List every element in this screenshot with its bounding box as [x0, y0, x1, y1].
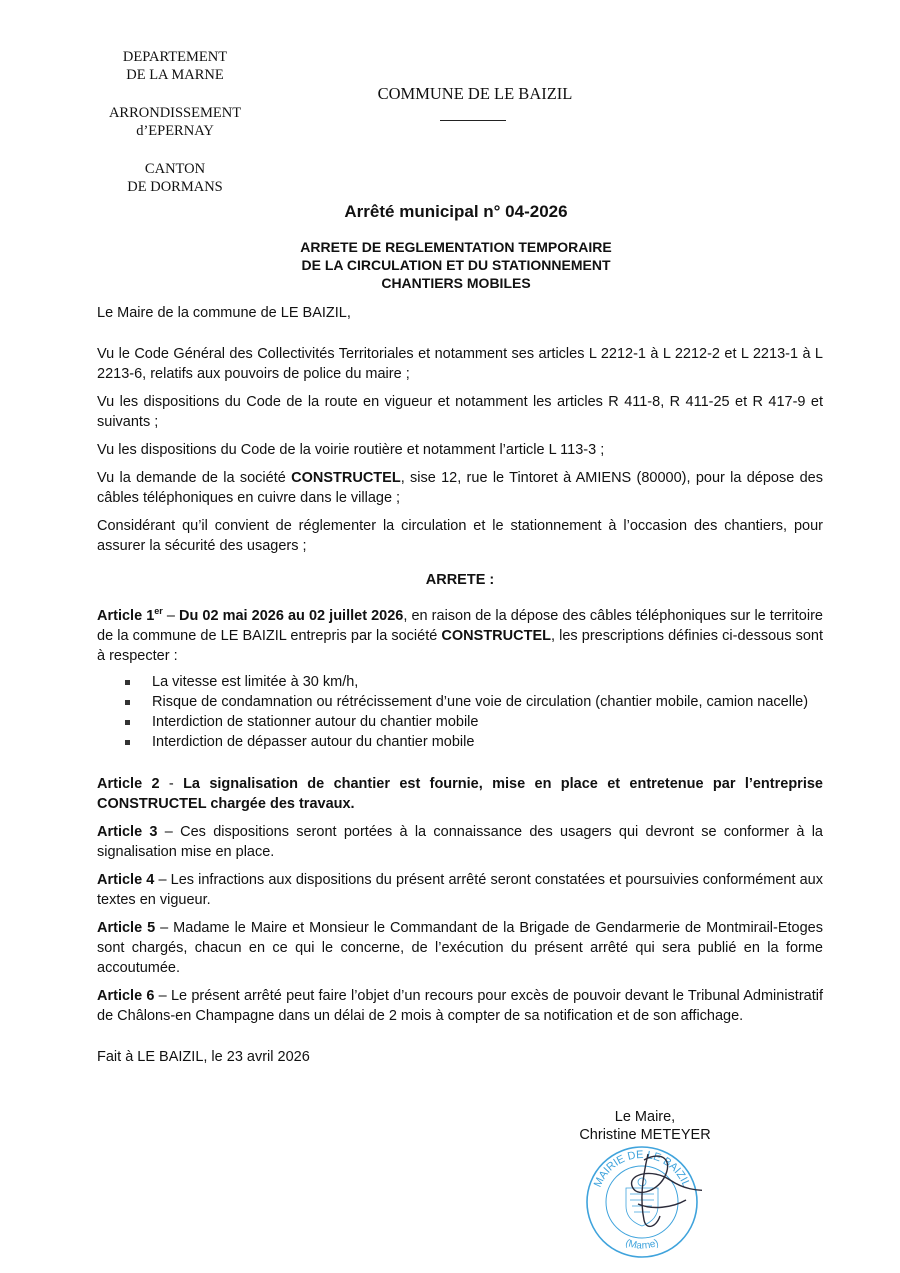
signatory-name: Christine METEYER: [579, 1127, 711, 1143]
article-5: Article 5 – Madame le Maire et Monsieur le Commandant de la Brigade de Gendarmerie de Montmirail-Etoges sont chargés, chacun en ce qui le concerne, de l’exécution du présent arrêté qui sera publié en la forme accoutumée.: [97, 920, 823, 976]
article-2: Article 2 - La signalisation de chantier est fournie, mise en place et entretenue par l’entreprise CONSTRUCTEL chargée des travaux.: [97, 776, 823, 812]
prescriptions-list: [125, 672, 823, 752]
document-subtitle: ARRETE DE REGLEMENTATION TEMPORAIRE DE LA CIRCULATION ET DU STATIONNEMENT CHANTIERS MOBILES: [300, 239, 612, 291]
company-name: CONSTRUCTEL: [291, 470, 401, 486]
article-6: Article 6 – Le présent arrêté peut faire l’objet d’un recours pour excès de pouvoir devant le Tribunal Administratif de Châlons-en Champagne dans un délai de 2 mois à compter de sa notification et de son affichage.: [97, 988, 823, 1024]
administrative-header: [100, 48, 250, 216]
list-item: La vitesse est limitée à 30 km/h,: [125, 672, 823, 692]
signatory-role: Le Maire,: [614, 1109, 676, 1125]
article-1-dates: Du 02 mai 2026 au 02 juillet 2026: [179, 608, 404, 624]
departement: DEPARTEMENT DE LA MARNE: [122, 49, 228, 83]
company-name: CONSTRUCTEL: [441, 628, 551, 644]
official-stamp: [582, 1140, 702, 1260]
canton: CANTON DE DORMANS: [127, 161, 223, 195]
vu-paragraph: Vu les dispositions du Code de la voirie routière et notamment l’article L 113-3 ;: [97, 442, 605, 458]
arrete-heading: ARRETE :: [425, 572, 495, 588]
vu-paragraph: Vu le Code Général des Collectivités Territoriales et notamment ses articles L 2212-1 à L 2212-2 et L 2213-1 à L 2213-6, relatifs aux pouvoirs de police du maire ;: [97, 346, 823, 382]
article-3: Article 3 – Ces dispositions seront portées à la connaissance des usagers qui devront se conformer à la signalisation mise en place.: [97, 824, 823, 860]
commune-name: COMMUNE DE LE BAIZIL: [377, 84, 573, 103]
vu-paragraph: Vu la demande de la société CONSTRUCTEL, sise 12, rue le Tintoret à AMIENS (80000), pour la dépose des câbles téléphoniques en cuivre dans le village ;: [97, 470, 823, 506]
considerant-paragraph: Considérant qu’il convient de réglementer la circulation et le stationnement à l’occasion des chantiers, pour assurer la sécurité des usagers ;: [97, 518, 823, 554]
stamp-top-text: MAIRIE DE LE BAIZIL: [591, 1148, 693, 1190]
arrondissement: ARRONDISSEMENT d’EPERNAY: [108, 105, 242, 139]
article-1: Article 1er – Du 02 mai 2026 au 02 juillet 2026, en raison de la dépose des câbles téléphoniques sur le territoire de la commune de LE BAIZIL entrepris par la société CONSTRUCTEL, les prescriptions définies ci-dessous sont à respecter :: [97, 606, 823, 664]
place-date: Fait à LE BAIZIL, le 23 avril 2026: [97, 1049, 310, 1065]
document-title: Arrêté municipal n° 04-2026: [344, 202, 568, 221]
list-item: Interdiction de dépasser autour du chantier mobile: [125, 732, 823, 752]
list-item: Risque de condamnation ou rétrécissement d’une voie de circulation (chantier mobile, camion nacelle): [125, 692, 823, 712]
article-4: Article 4 – Les infractions aux dispositions du présent arrêté seront constatées et poursuivies conformément aux textes en vigueur.: [97, 872, 823, 908]
vu-paragraph: Vu les dispositions du Code de la route en vigueur et notamment les articles R 411-8, R 411-25 et R 417-9 et suivants ;: [97, 394, 823, 430]
stamp-bottom-text: (Marne): [623, 1237, 661, 1252]
list-item: Interdiction de stationner autour du chantier mobile: [125, 712, 823, 732]
signature-block: [560, 1108, 730, 1144]
intro-paragraph: Le Maire de la commune de LE BAIZIL,: [97, 305, 351, 321]
article-1-label: Article 1er: [97, 606, 163, 624]
document-body: [97, 303, 823, 1067]
divider: [440, 120, 506, 121]
